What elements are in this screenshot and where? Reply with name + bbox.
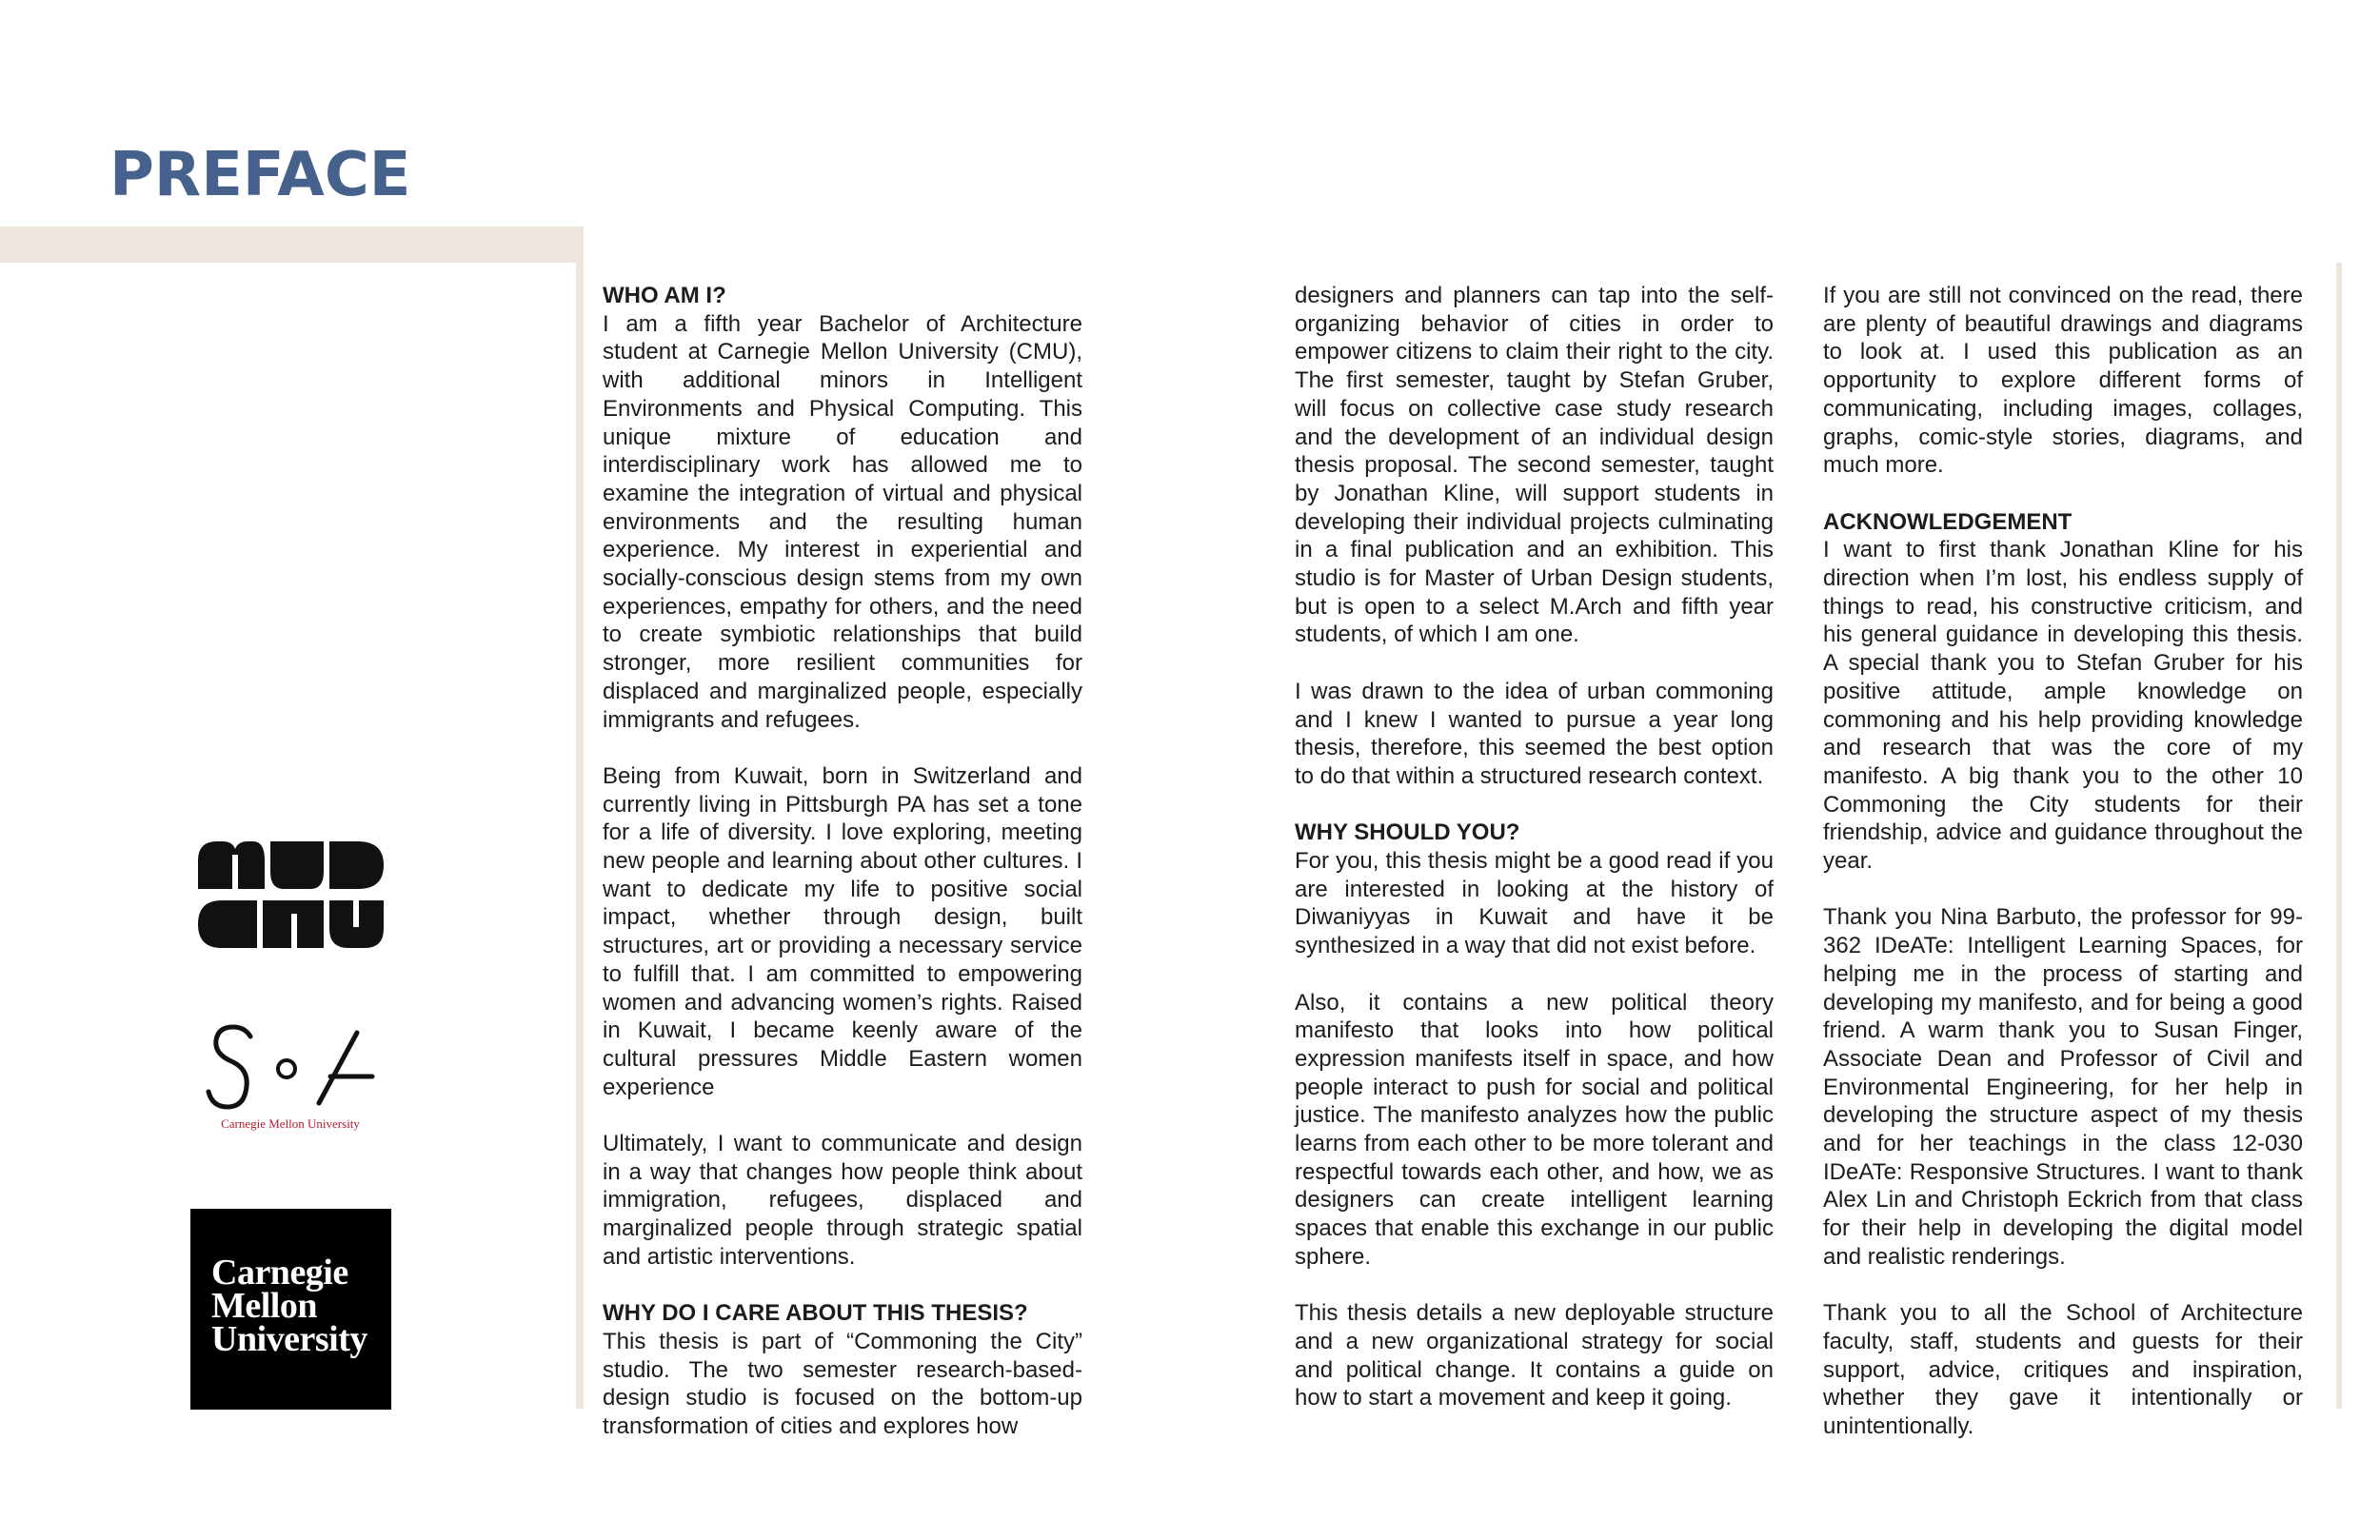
paragraph: Ultimately, I want to communicate and design in a way that changes how people think about immigration, refugees, displaced and marginalized people through strategic spatial and artistic interventions. [603, 1131, 1082, 1270]
paragraph: I want to first thank Jonathan Kline for his direction when I’m lost, his endless supply of things to read, his constructive criticism, and his general guidance in developing this thesis. A special thank you to Stefan Gruber for his positive attitude, ample knowledge on commoning and his help providing knowledge and research that was the core of my manifesto. A big thank you to the other 10 Commoning the City students for their friendship, advice and guidance throughout the year. [1823, 537, 2303, 875]
cmu-logo-line: Mellon [211, 1286, 317, 1326]
soa-logo-icon [205, 1023, 376, 1114]
mud-cmu-logo [198, 841, 384, 955]
text-column-1 [603, 282, 1082, 1469]
paragraph: I was drawn to the idea of urban commoning and I knew I wanted to pursue a year long thesis, therefore, this seemed the best option to do that within a structured research context. [1295, 678, 1774, 789]
left-divider-band [576, 227, 584, 1409]
soa-logo-subtitle: Carnegie Mellon University [221, 1116, 360, 1131]
right-divider-band [2336, 263, 2342, 1409]
school-of-architecture-logo [205, 1023, 376, 1132]
text-column-2 [1295, 282, 1774, 1441]
paragraph: Thank you to all the School of Architecture faculty, staff, students and guests for their support, advice, critiques and inspiration, whether they gave it intentionally or unintentionally. [1823, 1300, 2303, 1440]
section-heading-why-should-you: WHY SHOULD YOU? [1295, 819, 1520, 846]
paragraph: This thesis details a new deployable structure and a new organizational strategy for social and political change. It contains a guide on how to start a movement and keep it going. [1295, 1300, 1774, 1412]
paragraph: Also, it contains a new political theory manifesto that looks into how political expression manifests itself in space, and how people interact to push for social and political justice. The manifesto analyzes how the public learns from each other to be more tolerant and respectful towards each other, and how, we as designers can create intelligent learning spaces that enable this exchange in our public sphere. [1295, 989, 1774, 1270]
paragraph: designers and planners can tap into the self-organizing behavior of cities in order to empower citizens to claim their right to the city. The first semester, taught by Stefan Gruber, will focus on collective case study research and the development of an individual design thesis proposal. The second semester, taught by Jonathan Kline, will support students in developing their individual projects culminating in a final publication and an exhibition. This studio is for Master of Urban Design students, but is open to a select M.Arch and fifth year students, of which I am one. [1295, 283, 1774, 648]
paragraph: Being from Kuwait, born in Switzerland and currently living in Pittsburgh PA has set a tone for a life of diversity. I love exploring, meeting new people and learning about other cultures. I want to dedicate my life to positive social impact, whether through design, built structures, art or providing a necessary service to fulfill that. I am committed to empowering women and advancing women’s rights. Raised in Kuwait, I became keenly aware of the cultural pressures Middle Eastern women experience [603, 762, 1082, 1100]
cmu-logo [190, 1209, 391, 1410]
page-title: PREFACE [109, 140, 411, 210]
text-column-3 [1823, 282, 2303, 1469]
cmu-logo-line: Carnegie [211, 1253, 348, 1293]
cmu-logo-line: University [211, 1319, 367, 1359]
paragraph: Thank you Nina Barbuto, the professor for 99-362 IDeATe: Intelligent Learning Spaces, for helping me in the process of starting and developing my manifesto, and for being a good friend. A warm thank you to Susan Finger, Associate Dean and Professor of Civil and Environmental Engineering, for her help in developing the structure aspect of my thesis and for her teachings in the class 12-030 IDeATe: Responsive Structures. I want to thank Alex Lin and Christoph Eckrich from that class for their help in developing the digital model and realistic renderings. [1823, 904, 2303, 1270]
section-heading-who-am-i: WHO AM I? [603, 283, 726, 308]
section-heading-why-care: WHY DO I CARE ABOUT THIS THESIS? [603, 1300, 1028, 1327]
header-band [0, 227, 584, 263]
paragraph: I am a fifth year Bachelor of Architecture student at Carnegie Mellon University (CMU), with additional minors in Intelligent Environments and Physical Computing. This unique mixture of education and interdisciplinary work has allowed me to examine the integration of virtual and physical environments and the resulting human experience. My interest in experiential and socially-conscious design stems from my own experiences, empathy for others, and the need to create symbiotic relationships that build stronger, more resilient communities for displaced and marginalized people, especially immigrants and refugees. [603, 310, 1082, 733]
paragraph: If you are still not convinced on the read, there are plenty of beautiful drawings and diagrams to look at. I used this publication as an opportunity to explore different forms of communicating, including images, collages, graphs, comic-style stories, diagrams, and much more. [1823, 283, 2303, 479]
paragraph: This thesis is part of “Commoning the City” studio. The two semester research-based-design studio is focused on the bottom-up transformation of cities and explores how [603, 1328, 1082, 1440]
paragraph: For you, this thesis might be a good read if you are interested in looking at the history of Diwaniyyas in Kuwait and have it be synthesized in a way that did not exist before. [1295, 848, 1774, 959]
mud-cmu-logo-icon [198, 841, 384, 950]
section-heading-acknowledgement: ACKNOWLEDGEMENT [1823, 508, 2073, 535]
